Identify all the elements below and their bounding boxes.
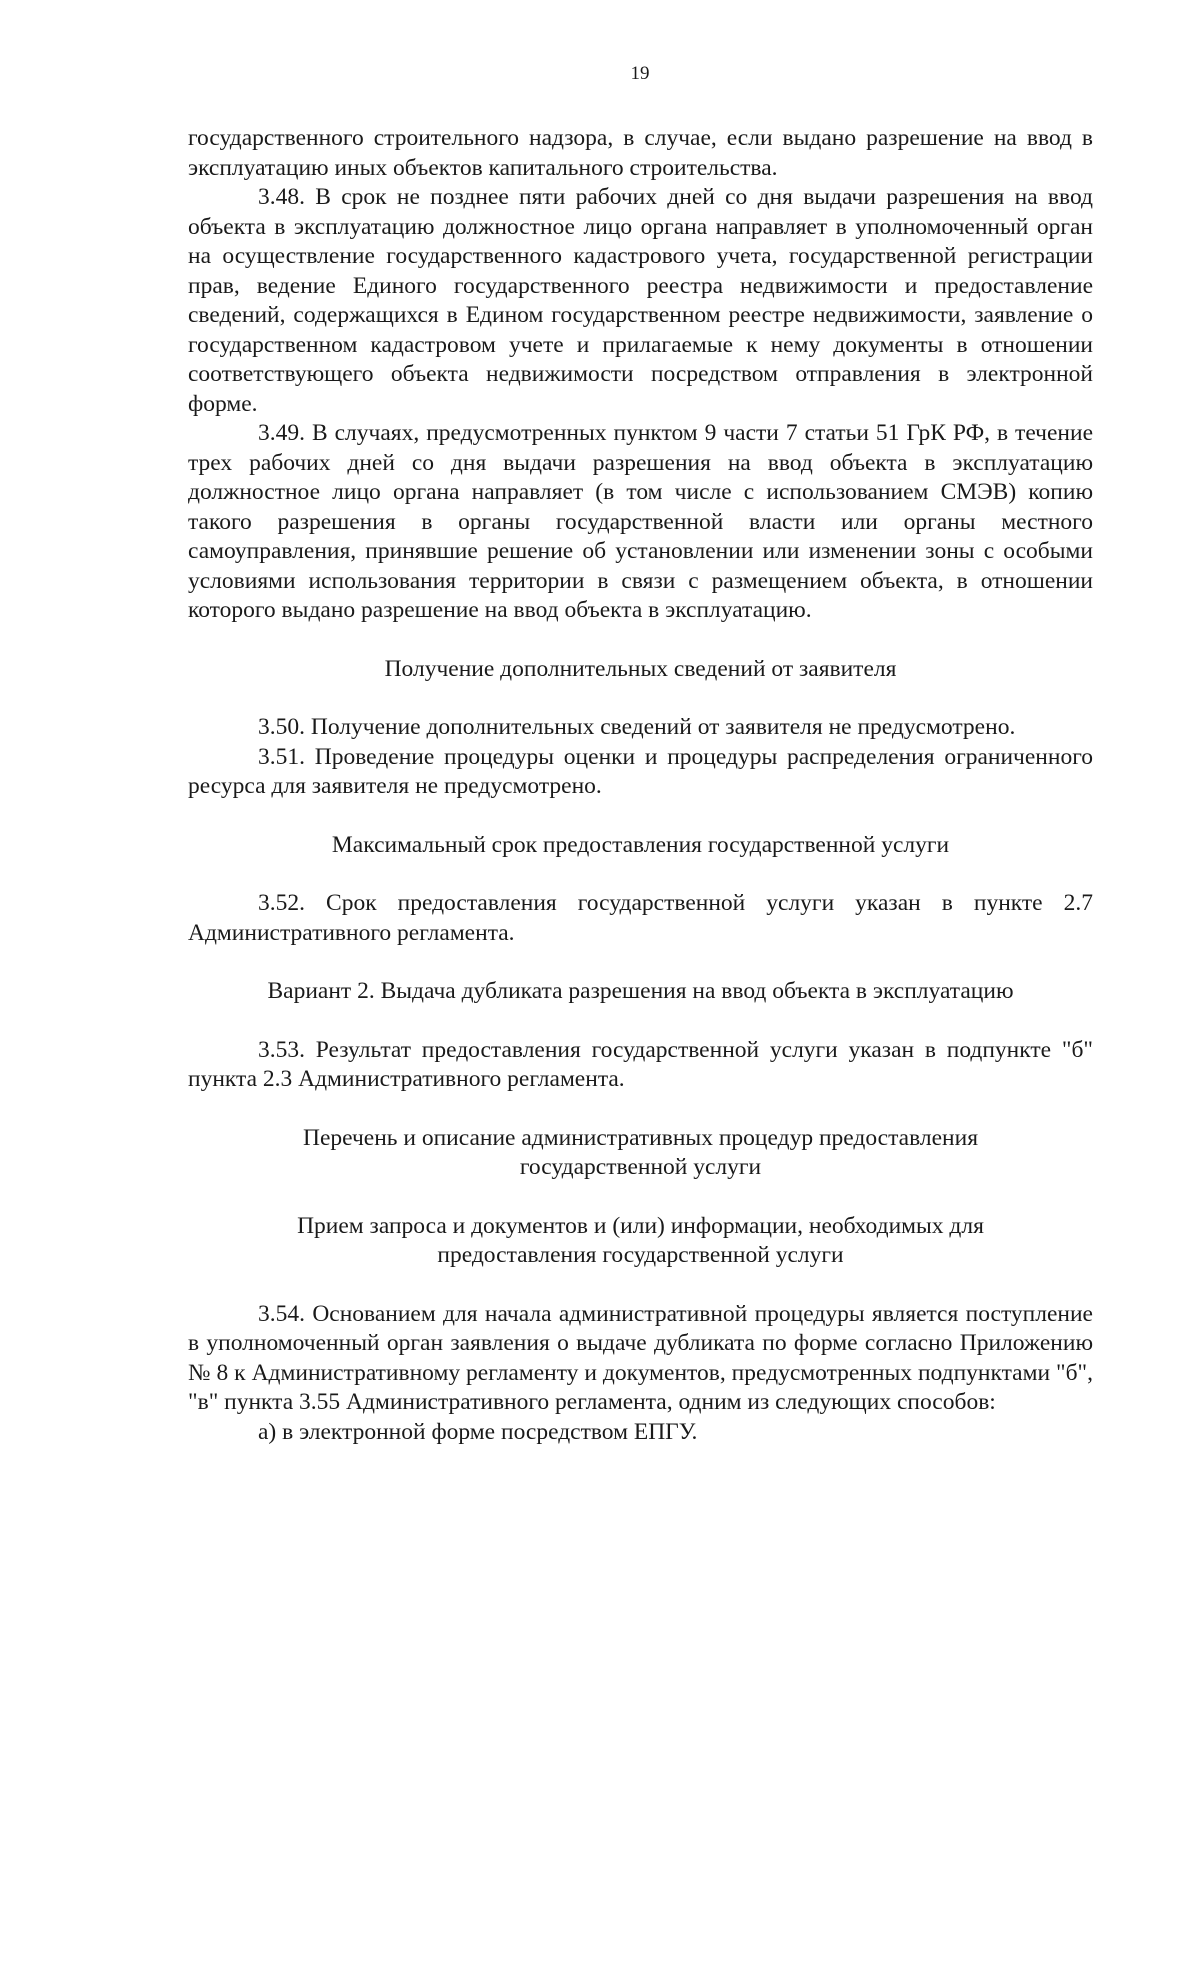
heading-request-line-1: Прием запроса и документов и (или) информации, необходимых для <box>297 1212 984 1239</box>
paragraph-continuation: государственного строительного надзора, в случае, если выдано разрешение на ввод в эксплуатацию иных объектов капитального строительства. <box>188 125 1093 181</box>
paragraph-3-49: 3.49. В случаях, предусмотренных пунктом 9 части 7 статьи 51 ГрК РФ, в течение трех рабочих дней со дня выдачи разрешения на ввод объекта в эксплуатацию должностное лицо органа направляет (в том числе с использованием СМЭВ) копию такого разрешения в органы государственной власти или органы местного самоуправления, принявшие решение об установлении или изменении зоны с особыми условиями использования территории в связи с размещением объекта, в отношении которого выдано разрешение на ввод объекта в эксплуатацию. <box>188 420 1093 623</box>
heading-procedures-line-2: государственной услуги <box>519 1154 762 1180</box>
paragraph-3-51: 3.51. Проведение процедуры оценки и процедуры распределения ограниченного ресурса для заявителя не предусмотрено. <box>188 743 1093 799</box>
paragraph-3-54: 3.54. Основанием для начала административной процедуры является поступление в уполномоченный орган заявления о выдаче дубликата по форме согласно Приложению № 8 к Административному регламенту и документов, предусмотренных подпунктами "б", "в" пункта 3.55 Административного регламента, одним из следующих способов: <box>188 1300 1093 1415</box>
paragraph-3-52: 3.52. Срок предоставления государственной услуги указан в пункте 2.7 Административного регламента. <box>188 890 1093 946</box>
heading-additional-info: Получение дополнительных сведений от заявителя <box>384 655 897 682</box>
paragraph-3-53: 3.53. Результат предоставления государственной услуги указан в подпункте "б" пункта 2.3 Административного регламента. <box>188 1036 1093 1092</box>
heading-max-term: Максимальный срок предоставления государственной услуги <box>331 831 950 858</box>
paragraph-3-54-item-a: а) в электронной форме посредством ЕПГУ. <box>258 1418 698 1445</box>
document-body <box>188 124 1093 1447</box>
heading-request <box>188 1212 1093 1271</box>
page-number: 19 <box>630 63 650 84</box>
heading-variant-2: Вариант 2. Выдача дубликата разрешения на ввод объекта в эксплуатацию <box>267 978 1014 1004</box>
heading-procedures-line-1: Перечень и описание административных процедур предоставления <box>302 1124 979 1151</box>
paragraph-3-50: 3.50. Получение дополнительных сведений от заявителя не предусмотрено. <box>258 714 1016 740</box>
heading-request-line-2: предоставления государственной услуги <box>437 1242 844 1268</box>
paragraph-3-48: 3.48. В срок не позднее пяти рабочих дней со дня выдачи разрешения на ввод объекта в эксплуатацию должностное лицо органа направляет в уполномоченный орган на осуществление государственного кадастрового учета, государственной регистрации прав, ведение Единого государственного реестра недвижимости и предоставление сведений, содержащихся в Едином государственном реестре недвижимости, заявление о государственном кадастровом учете и прилагаемые к нему документы в отношении соответствующего объекта недвижимости посредством отправления в электронной форме. <box>188 184 1093 417</box>
heading-procedures <box>188 1124 1093 1183</box>
